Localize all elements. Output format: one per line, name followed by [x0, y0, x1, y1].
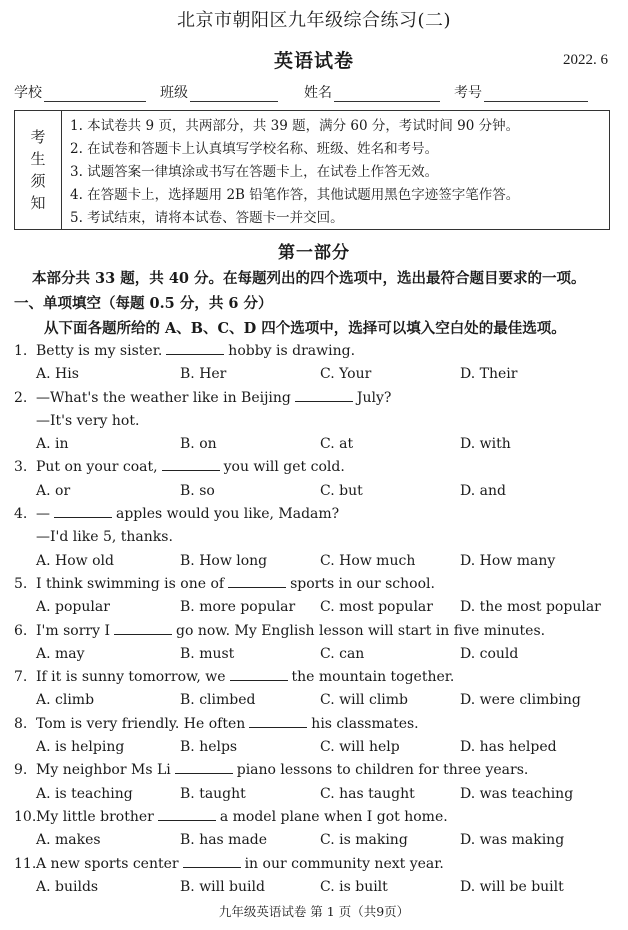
notice-item: 5. 考试结束，请将本试卷、答题卡一并交回。 — [70, 210, 344, 226]
question-text: piano lessons to children for three years. — [236, 762, 529, 779]
exam-title: 北京市朝阳区九年级综合练习(二) — [176, 10, 452, 31]
school-label: 学校 — [14, 85, 42, 101]
option-c[interactable]: C. at — [320, 436, 354, 453]
answer-blank — [175, 760, 233, 774]
question-text: Tom is very friendly. He often — [36, 715, 246, 732]
option-d[interactable]: D. were climbing — [460, 692, 581, 709]
question-item — [14, 456, 614, 503]
answer-options — [14, 689, 614, 712]
student-info-row — [14, 82, 614, 102]
option-b[interactable]: B. How long — [180, 552, 268, 569]
class-label: 班级 — [160, 85, 188, 101]
question-text: I'm sorry I — [36, 622, 110, 639]
option-d[interactable]: D. was teaching — [460, 785, 574, 802]
question-stem-line — [14, 620, 614, 643]
question-number: 9. — [14, 762, 28, 779]
question-stem-line — [14, 853, 614, 876]
part-intro: 本部分共 33 题，共 40 分。在每题列出的四个选项中，选出最符合题目要求的一项。 — [32, 270, 586, 287]
notice-item: 2. 在试卷和答题卡上认真填写学校名称、班级、姓名和考号。 — [70, 141, 439, 157]
option-c[interactable]: C. How much — [320, 552, 416, 569]
question-number: 8. — [14, 715, 28, 732]
question-text: Betty is my sister. — [36, 343, 163, 359]
class-field[interactable] — [160, 82, 278, 102]
question-stem-line — [14, 340, 614, 363]
option-d[interactable]: D. with — [460, 436, 511, 453]
question-text: Put on your coat, — [36, 459, 158, 476]
option-b[interactable]: B. has made — [180, 832, 268, 849]
question-item — [14, 503, 614, 573]
answer-blank — [162, 457, 220, 471]
answer-options — [14, 550, 614, 573]
notice-item: 3. 试题答案一律填涂或书写在答题卡上，在试卷上作答无效。 — [70, 164, 439, 180]
name-field[interactable] — [304, 82, 440, 102]
question-stem-line — [14, 410, 614, 433]
option-c[interactable]: C. Your — [320, 366, 372, 383]
answer-options — [14, 643, 614, 666]
question-item — [14, 666, 614, 713]
question-item — [14, 340, 614, 387]
option-a[interactable]: A. is helping — [36, 739, 125, 756]
option-b[interactable]: B. so — [180, 482, 215, 499]
question-text: A new sports center — [36, 855, 179, 872]
option-d[interactable]: D. will be built — [460, 878, 564, 895]
school-field[interactable] — [14, 82, 146, 102]
option-b[interactable]: B. will build — [180, 878, 265, 895]
question-number: 4. — [14, 506, 28, 523]
option-d[interactable]: D. was making — [460, 832, 565, 849]
question-item — [14, 573, 614, 620]
option-b[interactable]: B. must — [180, 645, 235, 662]
answer-options — [14, 829, 614, 852]
question-number: 2. — [14, 389, 28, 406]
exam-subtitle: 英语试卷 — [273, 50, 354, 72]
question-text: — — [36, 506, 50, 523]
option-c[interactable]: C. can — [320, 645, 365, 662]
option-d[interactable]: D. the most popular — [460, 599, 601, 616]
option-b[interactable]: B. taught — [180, 785, 246, 802]
school-blank[interactable] — [44, 85, 146, 102]
question-list — [14, 340, 614, 899]
option-d[interactable]: D. could — [460, 645, 519, 662]
option-a[interactable]: A. His — [36, 366, 79, 383]
option-d[interactable]: D. Their — [460, 366, 518, 383]
question-stem-line — [14, 526, 614, 549]
question-number: 11. — [14, 855, 37, 872]
answer-blank — [228, 574, 286, 588]
answer-blank — [166, 341, 224, 355]
page-footer: 九年级英语试卷 第 1 页（共9页） — [218, 904, 410, 919]
question-item — [14, 713, 614, 760]
question-stem-line — [14, 713, 614, 736]
option-a[interactable]: A. is teaching — [36, 785, 133, 802]
notice-side-label: 考 生 须 知 — [15, 111, 62, 229]
answer-blank — [249, 714, 307, 728]
answer-options — [14, 433, 614, 456]
question-text: the mountain together. — [291, 669, 455, 686]
option-c[interactable]: C. but — [320, 482, 363, 499]
question-text: I think swimming is one of — [36, 575, 225, 592]
question-text: —What's the weather like in Beijing — [36, 389, 291, 406]
question-text: hobby is drawing. — [228, 343, 356, 359]
name-blank[interactable] — [334, 85, 440, 102]
option-d[interactable]: D. has helped — [460, 739, 557, 756]
answer-blank — [114, 621, 172, 635]
option-a[interactable]: A. may — [36, 645, 85, 662]
question-item — [14, 853, 614, 900]
section-title: 一、单项填空（每题 0.5 分，共 6 分） — [14, 295, 273, 312]
answer-options — [14, 876, 614, 899]
answer-blank — [54, 504, 112, 518]
question-stem-line — [14, 573, 614, 596]
question-stem-line — [14, 503, 614, 526]
question-number: 7. — [14, 669, 28, 686]
option-a[interactable]: A. popular — [36, 599, 110, 616]
answer-options — [14, 596, 614, 619]
answer-options — [14, 783, 614, 806]
question-stem-line — [14, 806, 614, 829]
question-stem-line — [14, 759, 614, 782]
question-text: his classmates. — [311, 715, 419, 732]
question-text: you will get cold. — [223, 459, 345, 476]
question-text: July? — [356, 389, 392, 406]
question-text: sports in our school. — [290, 575, 435, 592]
question-item — [14, 620, 614, 667]
question-number: 6. — [14, 622, 28, 639]
option-b[interactable]: B. Her — [180, 366, 227, 383]
exam-number-blank[interactable] — [484, 85, 588, 102]
class-blank[interactable] — [190, 85, 278, 102]
exam-number-field[interactable] — [454, 82, 588, 102]
option-c[interactable]: C. is built — [320, 878, 388, 895]
question-item — [14, 759, 614, 806]
option-a[interactable]: A. or — [36, 482, 71, 499]
option-c[interactable]: C. most popular — [320, 599, 433, 616]
option-c[interactable]: C. has taught — [320, 785, 415, 802]
answer-options — [14, 736, 614, 759]
notice-item: 1. 本试卷共 9 页，共两部分，共 39 题，满分 60 分，考试时间 90 分钟。 — [70, 118, 520, 134]
name-label: 姓名 — [304, 85, 332, 101]
question-text: in our community next year. — [244, 855, 444, 872]
section-instruction: 从下面各题所给的 A、B、C、D 四个选项中，选择可以填入空白处的最佳选项。 — [44, 320, 566, 337]
notice-items — [62, 111, 609, 229]
answer-options — [14, 480, 614, 503]
option-a[interactable]: A. makes — [36, 832, 101, 849]
question-stem-line — [14, 666, 614, 689]
question-number: 5. — [14, 575, 28, 592]
answer-options — [14, 363, 614, 386]
exam-notice-box — [14, 110, 610, 230]
question-text: My little brother — [36, 808, 154, 825]
option-c[interactable]: C. is making — [320, 832, 408, 849]
question-text: —It's very hot. — [36, 412, 140, 429]
part-title: 第一部分 — [278, 243, 350, 263]
exam-date: 2022. 6 — [563, 52, 608, 68]
option-a[interactable]: A. builds — [36, 878, 99, 895]
question-text: apples would you like, Madam? — [116, 506, 340, 523]
question-text: —I'd like 5, thanks. — [36, 529, 173, 546]
option-c[interactable]: C. will climb — [320, 692, 409, 709]
question-number: 1. — [14, 343, 28, 359]
question-text: a model plane when I got home. — [219, 808, 448, 825]
notice-item: 4. 在答题卡上，选择题用 2B 铅笔作答，其他试题用黑色字迹签字笔作答。 — [70, 187, 520, 203]
question-text: If it is sunny tomorrow, we — [36, 669, 226, 686]
question-number: 10. — [14, 808, 37, 825]
answer-blank — [295, 388, 353, 402]
option-d[interactable]: D. How many — [460, 552, 556, 569]
option-b[interactable]: B. helps — [180, 739, 238, 756]
question-item — [14, 387, 614, 457]
question-text: go now. My English lesson will start in five minutes. — [176, 622, 546, 639]
option-b[interactable]: B. on — [180, 436, 217, 453]
option-b[interactable]: B. climbed — [180, 692, 256, 709]
question-item — [14, 806, 614, 853]
option-a[interactable]: A. How old — [36, 552, 114, 569]
question-stem-line — [14, 456, 614, 479]
option-a[interactable]: A. in — [36, 436, 69, 453]
option-b[interactable]: B. more popular — [180, 599, 296, 616]
question-text: My neighbor Ms Li — [36, 762, 171, 779]
question-number: 3. — [14, 459, 28, 476]
question-stem-line — [14, 387, 614, 410]
answer-blank — [230, 667, 288, 681]
option-c[interactable]: C. will help — [320, 739, 400, 756]
answer-blank — [183, 854, 241, 868]
option-a[interactable]: A. climb — [36, 692, 95, 709]
option-d[interactable]: D. and — [460, 482, 506, 499]
answer-blank — [158, 807, 216, 821]
exam-number-label: 考号 — [454, 85, 482, 101]
